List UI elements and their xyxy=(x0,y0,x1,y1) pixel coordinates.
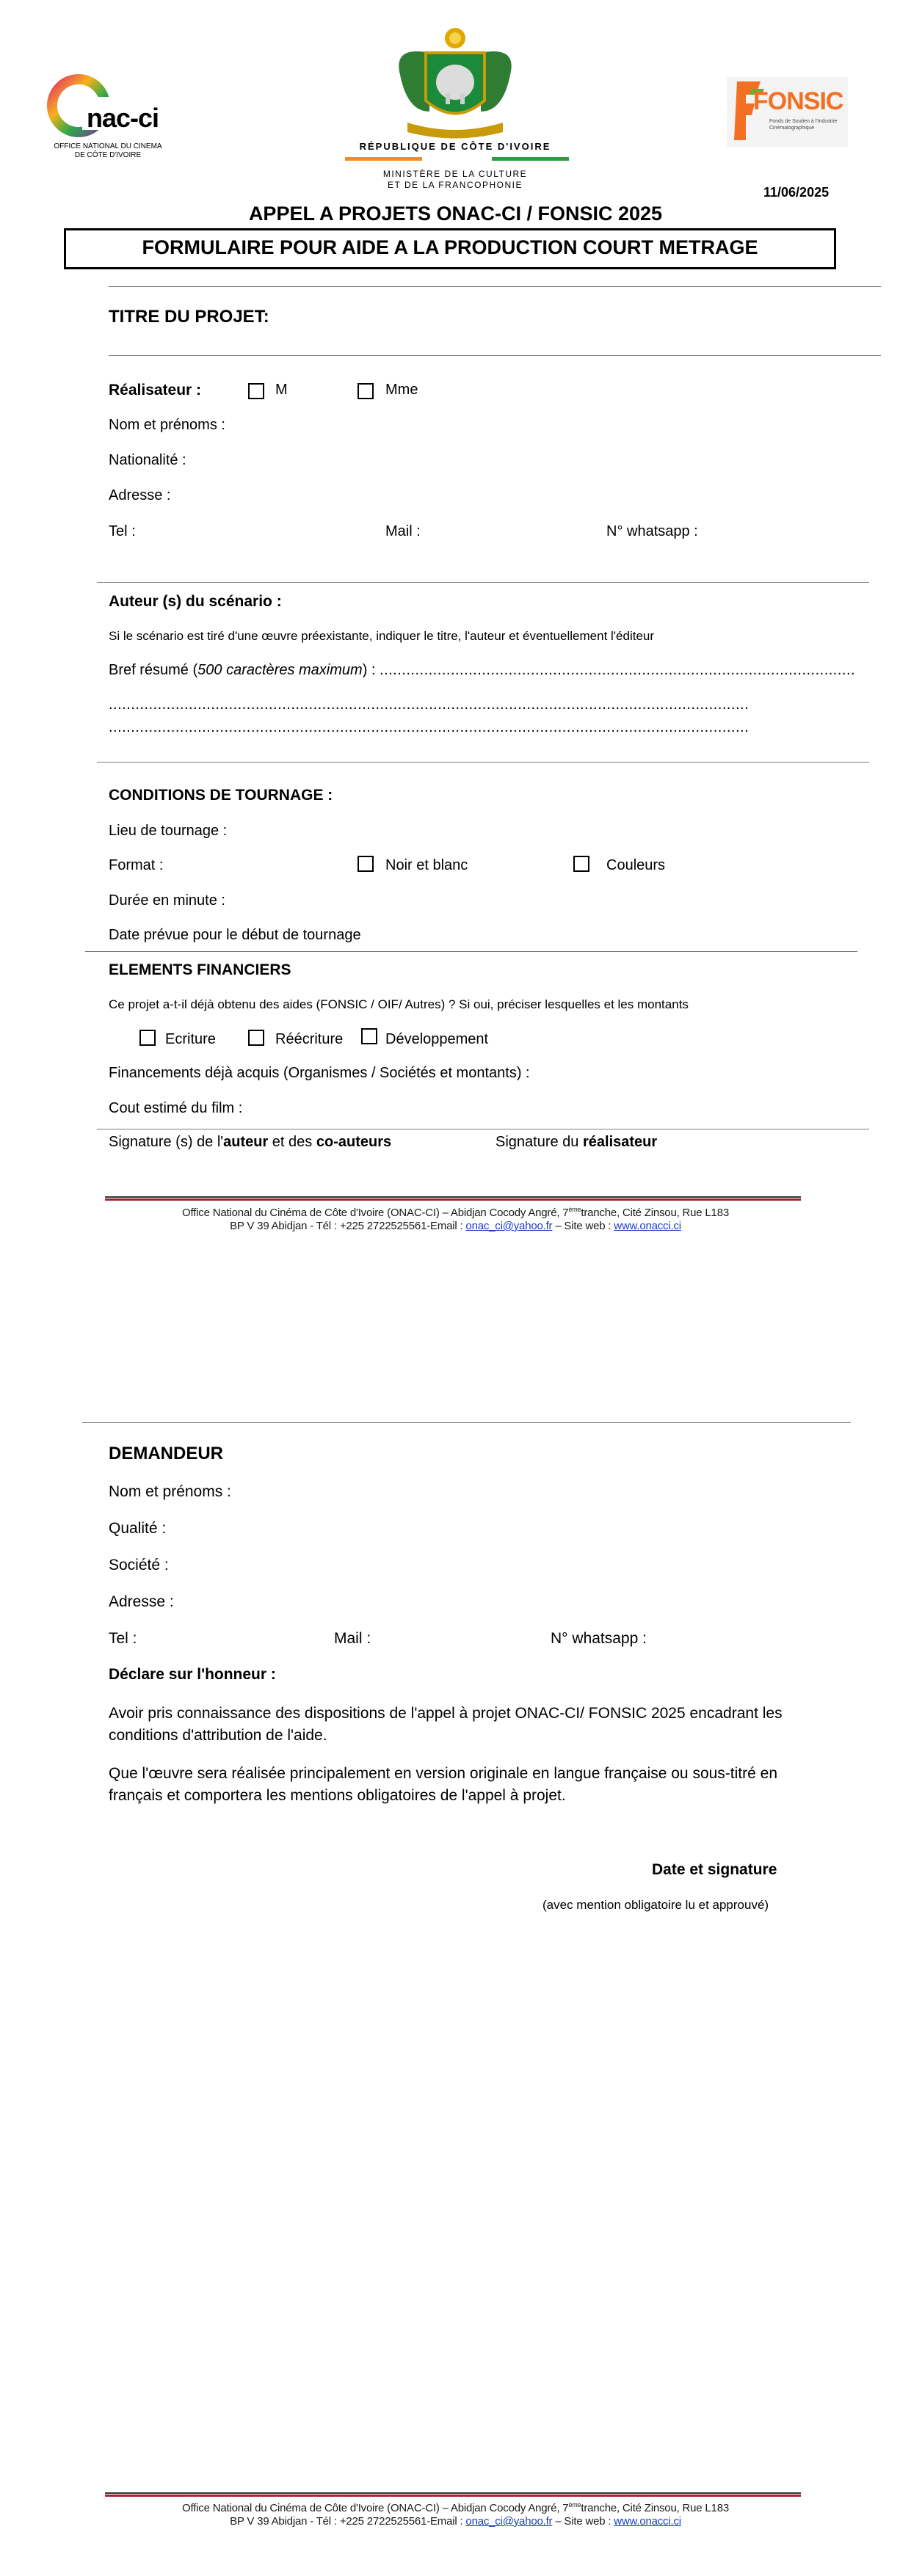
divider xyxy=(109,355,881,356)
declare-label: Déclare sur l'honneur : xyxy=(109,1666,276,1683)
onac-logo xyxy=(38,68,178,159)
declaration-para-1: Avoir pris connaissance des dispositions de l'appel à projet ONAC-CI/ FONSIC 2025 encadrant les conditions d'attribution de l'aide. xyxy=(109,1705,783,1744)
fonsic-logo-text: FONSIC xyxy=(753,87,843,115)
finance-question: Ce projet a-t-il déjà obtenu des aides (FONSIC / OIF/ Autres) ? Si oui, préciser lesquelles et les montants xyxy=(109,997,689,1011)
footer-website-link[interactable]: www.onacci.ci xyxy=(614,1220,681,1232)
divider xyxy=(109,286,881,287)
director-address-label: Adresse : xyxy=(109,487,171,503)
format-label: Format : xyxy=(109,857,164,873)
acquired-funding-label: Financements déjà acquis (Organismes / Sociétés et montants) : xyxy=(109,1065,530,1081)
fonsic-logo xyxy=(727,77,848,147)
director-mail-label: Mail : xyxy=(385,523,421,539)
director-name-label: Nom et prénoms : xyxy=(109,417,225,433)
applicant-quality-label: Qualité : xyxy=(109,1520,167,1537)
summary-dots-line: ................................................................................................................................................ xyxy=(109,719,750,735)
option-rewriting-label: Réécriture xyxy=(275,1031,344,1047)
footer-address: Office National du Cinéma de Côte d'Ivoire (ONAC-CI) – Abidjan Cocody Angré, 7èmetranche, Cité Zinsou, Rue L183 xyxy=(182,2501,729,2514)
summary-label: Bref résumé (500 caractères maximum) : ........................................................................................................... xyxy=(109,662,856,678)
project-title-label: TITRE DU PROJET: xyxy=(109,307,269,327)
option-development-label: Développement xyxy=(385,1031,489,1047)
option-bw-label: Noir et blanc xyxy=(385,857,468,873)
director-whatsapp-label: N° whatsapp : xyxy=(606,523,698,539)
footer-website-link[interactable]: www.onacci.ci xyxy=(614,2515,681,2528)
footer-email-link[interactable]: onac_ci@yahoo.fr xyxy=(465,2515,553,2528)
option-color-label: Couleurs xyxy=(606,857,666,873)
form-title: FORMULAIRE POUR AIDE A LA PRODUCTION COURT METRAGE xyxy=(142,236,758,258)
authors-note: Si le scénario est tiré d'une œuvre préexistante, indiquer le titre, l'auteur et éventuellement l'éditeur xyxy=(109,629,655,643)
footer-contact: BP V 39 Abidjan - Tél : +225 2722525561-Email : onac_ci@yahoo.fr – Site web : www.onacci.ci xyxy=(230,1220,681,1232)
flag-bar-green xyxy=(492,157,569,161)
ministry-title: MINISTÈRE DE LA CULTURE ET DE LA FRANCOPHONIE xyxy=(382,169,528,190)
shooting-label: CONDITIONS DE TOURNAGE : xyxy=(109,787,333,804)
checkbox-development[interactable] xyxy=(361,1028,377,1044)
call-title: APPEL A PROJETS ONAC-CI / FONSIC 2025 xyxy=(248,203,663,225)
checkbox-color[interactable] xyxy=(573,856,589,872)
director-nationality-label: Nationalité : xyxy=(109,452,186,468)
republic-title: RÉPUBLIQUE DE CÔTE D'IVOIRE xyxy=(359,141,551,152)
divider xyxy=(85,951,857,952)
divider xyxy=(97,762,869,763)
flag-bar-orange xyxy=(345,157,422,161)
checkbox-rewriting[interactable] xyxy=(248,1030,264,1046)
applicant-company-label: Société : xyxy=(109,1557,169,1573)
footer-address: Office National du Cinéma de Côte d'Ivoire (ONAC-CI) – Abidjan Cocody Angré, 7èmetranche, Cité Zinsou, Rue L183 xyxy=(182,1206,729,1219)
checkbox-writing[interactable] xyxy=(139,1030,156,1046)
option-writing-label: Ecriture xyxy=(165,1031,216,1047)
footer-contact: BP V 39 Abidjan - Tél : +225 2722525561-Email : onac_ci@yahoo.fr – Site web : www.onacci.ci xyxy=(230,2515,681,2528)
applicant-mail-label: Mail : xyxy=(334,1630,371,1647)
applicant-label: DEMANDEUR xyxy=(109,1444,223,1463)
footer-bar xyxy=(105,1196,801,1201)
authors-signature-label: Signature (s) de l'auteur et des co-auteurs xyxy=(109,1134,392,1150)
date-signature-label: Date et signature xyxy=(652,1861,777,1878)
footer-bar xyxy=(105,2492,801,2497)
duration-label: Durée en minute : xyxy=(109,892,225,909)
checkbox-mme[interactable] xyxy=(357,383,374,399)
fonsic-logo-caption: Fonds de Soutien à l'Industrie Cinématographique xyxy=(769,119,838,131)
checkbox-m[interactable] xyxy=(248,383,264,399)
applicant-address-label: Adresse : xyxy=(109,1593,174,1610)
finance-label: ELEMENTS FINANCIERS xyxy=(109,961,291,978)
coat-of-arms xyxy=(385,23,525,141)
shooting-location-label: Lieu de tournage : xyxy=(109,823,228,839)
applicant-name-label: Nom et prénoms : xyxy=(109,1483,231,1500)
authors-label: Auteur (s) du scénario : xyxy=(109,593,282,610)
onac-logo-text: nac-ci xyxy=(87,103,159,133)
option-mme-label: Mme xyxy=(385,382,418,398)
divider xyxy=(82,1422,851,1423)
footer-email-link[interactable]: onac_ci@yahoo.fr xyxy=(465,1220,553,1232)
divider xyxy=(97,582,869,583)
start-date-label: Date prévue pour le début de tournage xyxy=(109,927,361,943)
document-date: 11/06/2025 xyxy=(763,185,830,200)
director-signature-label: Signature du réalisateur xyxy=(496,1134,658,1150)
applicant-tel-label: Tel : xyxy=(109,1630,137,1647)
option-m-label: M xyxy=(275,382,288,398)
applicant-whatsapp-label: N° whatsapp : xyxy=(551,1630,647,1647)
form-title-box xyxy=(64,228,836,269)
declaration-para-2: Que l'œuvre sera réalisée principalement en version originale en langue française ou sous-titré en français et comportera les mentions obligatoires de l'appel à projet. xyxy=(109,1765,777,1804)
summary-dots-line: ................................................................................................................................................ xyxy=(109,696,750,713)
director-label: Réalisateur : xyxy=(109,382,202,399)
onac-logo-caption: OFFICE NATIONAL DU CINEMA DE CÔTE D'IVOIRE xyxy=(54,142,162,159)
director-tel-label: Tel : xyxy=(109,523,136,539)
signature-mention: (avec mention obligatoire lu et approuvé) xyxy=(542,1898,769,1912)
estimated-cost-label: Cout estimé du film : xyxy=(109,1100,243,1116)
checkbox-black-white[interactable] xyxy=(357,856,374,872)
